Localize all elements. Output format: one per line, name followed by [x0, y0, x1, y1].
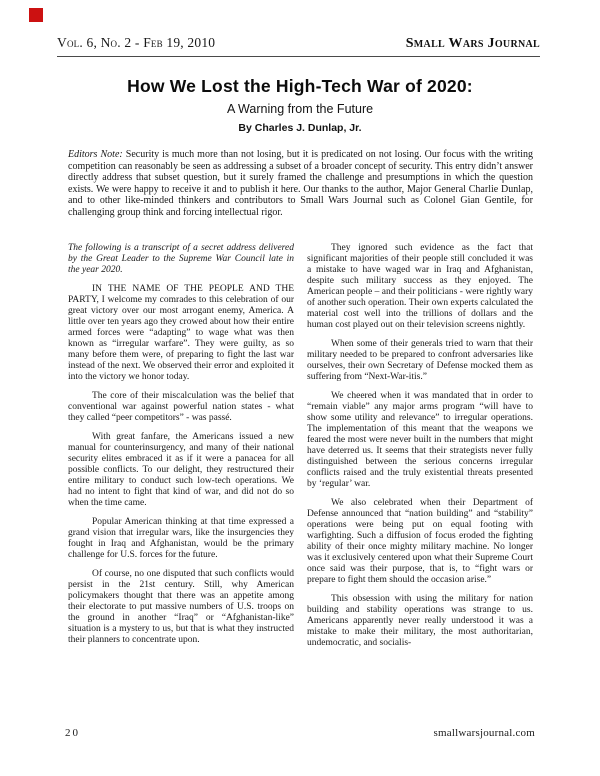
journal-name: Small Wars Journal: [405, 36, 540, 51]
paragraph: They ignored such evidence as the fact that significant majorities of their people still concluded it was a mistake to have waged war in Iraq and Afghanistan, despite such military success as they enjoyed. The American people – and their politicians - were rightly wary of another such operation. Their own experts calculated the material cost well into the trillions of dollars and the human cost played out on their television screens nightly.: [307, 243, 533, 330]
paragraph: This obsession with using the military for nation building and stability operations was strange to us. Americans apparently never really understood it was a mistake to make their military, the most authoritarian, undemocratic, and socialis-: [307, 594, 533, 648]
right-column: [307, 243, 533, 649]
editors-note: [68, 149, 533, 219]
article-body: [68, 243, 533, 649]
paragraph: Popular American thinking at that time expressed a grand vision that irregular wars, like the insurgencies they fought in Iraq and Afghanistan, would be the primary challenge for U.S. forces for the future.: [68, 517, 294, 560]
paragraph: We cheered when it was mandated that in order to “remain viable” any major arms program “will have to show some utility and relevance” to irregular operations. The implementation of this meant that the weapons we feared the most were never built in the numbers that might have deterred us. It seems that their strategists never fully distinguished between the serious concerns irregular conflicts raised and the truly existential threats presented by ‘regular’ war.: [307, 391, 533, 489]
article-byline: By Charles J. Dunlap, Jr.: [238, 122, 362, 134]
paragraph: Of course, no one disputed that such conflicts would persist in the 21st century. Still, why American policymakers thought that there was an appetite among their electorate to put massive numbers of U.S. troops on the ground in another “Iraq” or “Afghanistan-like” situation is a mystery to us, but that is what they instructed their planners to concentrate upon.: [68, 569, 294, 645]
paragraph: IN THE NAME OF THE PEOPLE AND THE PARTY, I welcome my comrades to this celebration of our great victory over our most arrogant enemy, America. A little over ten years ago they crowed about how their entire armed forces were “adapting” to wage what was then known as “irregular warfare”. They were guilty, as so many before them were, of preparing to fight the last war instead of the next. We observed their error and exploited it into the victory we honor today.: [68, 284, 294, 382]
issue-label: Vol. 6, No. 2 - Feb 19, 2010: [57, 35, 216, 50]
paragraph: With great fanfare, the Americans issued a new manual for counterinsurgency, and many of their national security elites embraced it as if it were a panacea for all possible conflicts. To our delight, they restructured their entire military to conduct such low-tech operations. We had no intent to fight that kind of war, and did not do so when the time came.: [68, 432, 294, 508]
paragraph: The core of their miscalculation was the belief that conventional war against powerful nation states - what they called “peer competitors” - was passé.: [68, 391, 294, 423]
paragraph: We also celebrated when their Department of Defense announced that “nation building” and “stability” operations were being put on equal footing with warfighting. Such a diffusion of focus eroded the fighting ability of their once mighty military machine. No longer was it exclusively centered upon what their Supreme Court once said was their purpose, that is, to “fight wars or prepare to fight them should the occasion arise.”: [307, 498, 533, 585]
red-marker: [29, 8, 43, 22]
editors-note-text: Security is much more than not losing, but it is predicated on not losing. Our focus with the writing competition can reasonably be seen as addressing a subset of a broader concept of security. This entry didn’t answer directly address that subset question, but it surely framed the challenge and presumptions in which the question exists. We were happy to receive it and to publish it here. Our thanks to the author, Major General Charlie Dunlap, and to other like-minded thinkers and contributors to Small Wars Journal such as Colonel Gian Gentile, for challenging group think and forcing intellectual rigor.: [68, 149, 534, 218]
article-title: How We Lost the High-Tech War of 2020:: [127, 76, 473, 96]
page-footer: [65, 727, 535, 739]
paragraph: When some of their generals tried to warn that their military needed to be prepared to confront adversaries like ourselves, their own Secretary of Defense mocked them as suffering from “Next-War-itis.”: [307, 339, 533, 382]
title-block: [0, 76, 600, 134]
editors-note-label: Editors Note:: [68, 149, 123, 160]
left-column: [68, 243, 294, 649]
page-number: 20: [65, 727, 80, 739]
site-name: smallwarsjournal.com: [433, 727, 535, 739]
article-subtitle: A Warning from the Future: [226, 102, 374, 116]
page-header: [57, 35, 540, 57]
paragraph: The following is a transcript of a secret address delivered by the Great Leader to the Supreme War Council late in the year 2020.: [68, 243, 294, 275]
